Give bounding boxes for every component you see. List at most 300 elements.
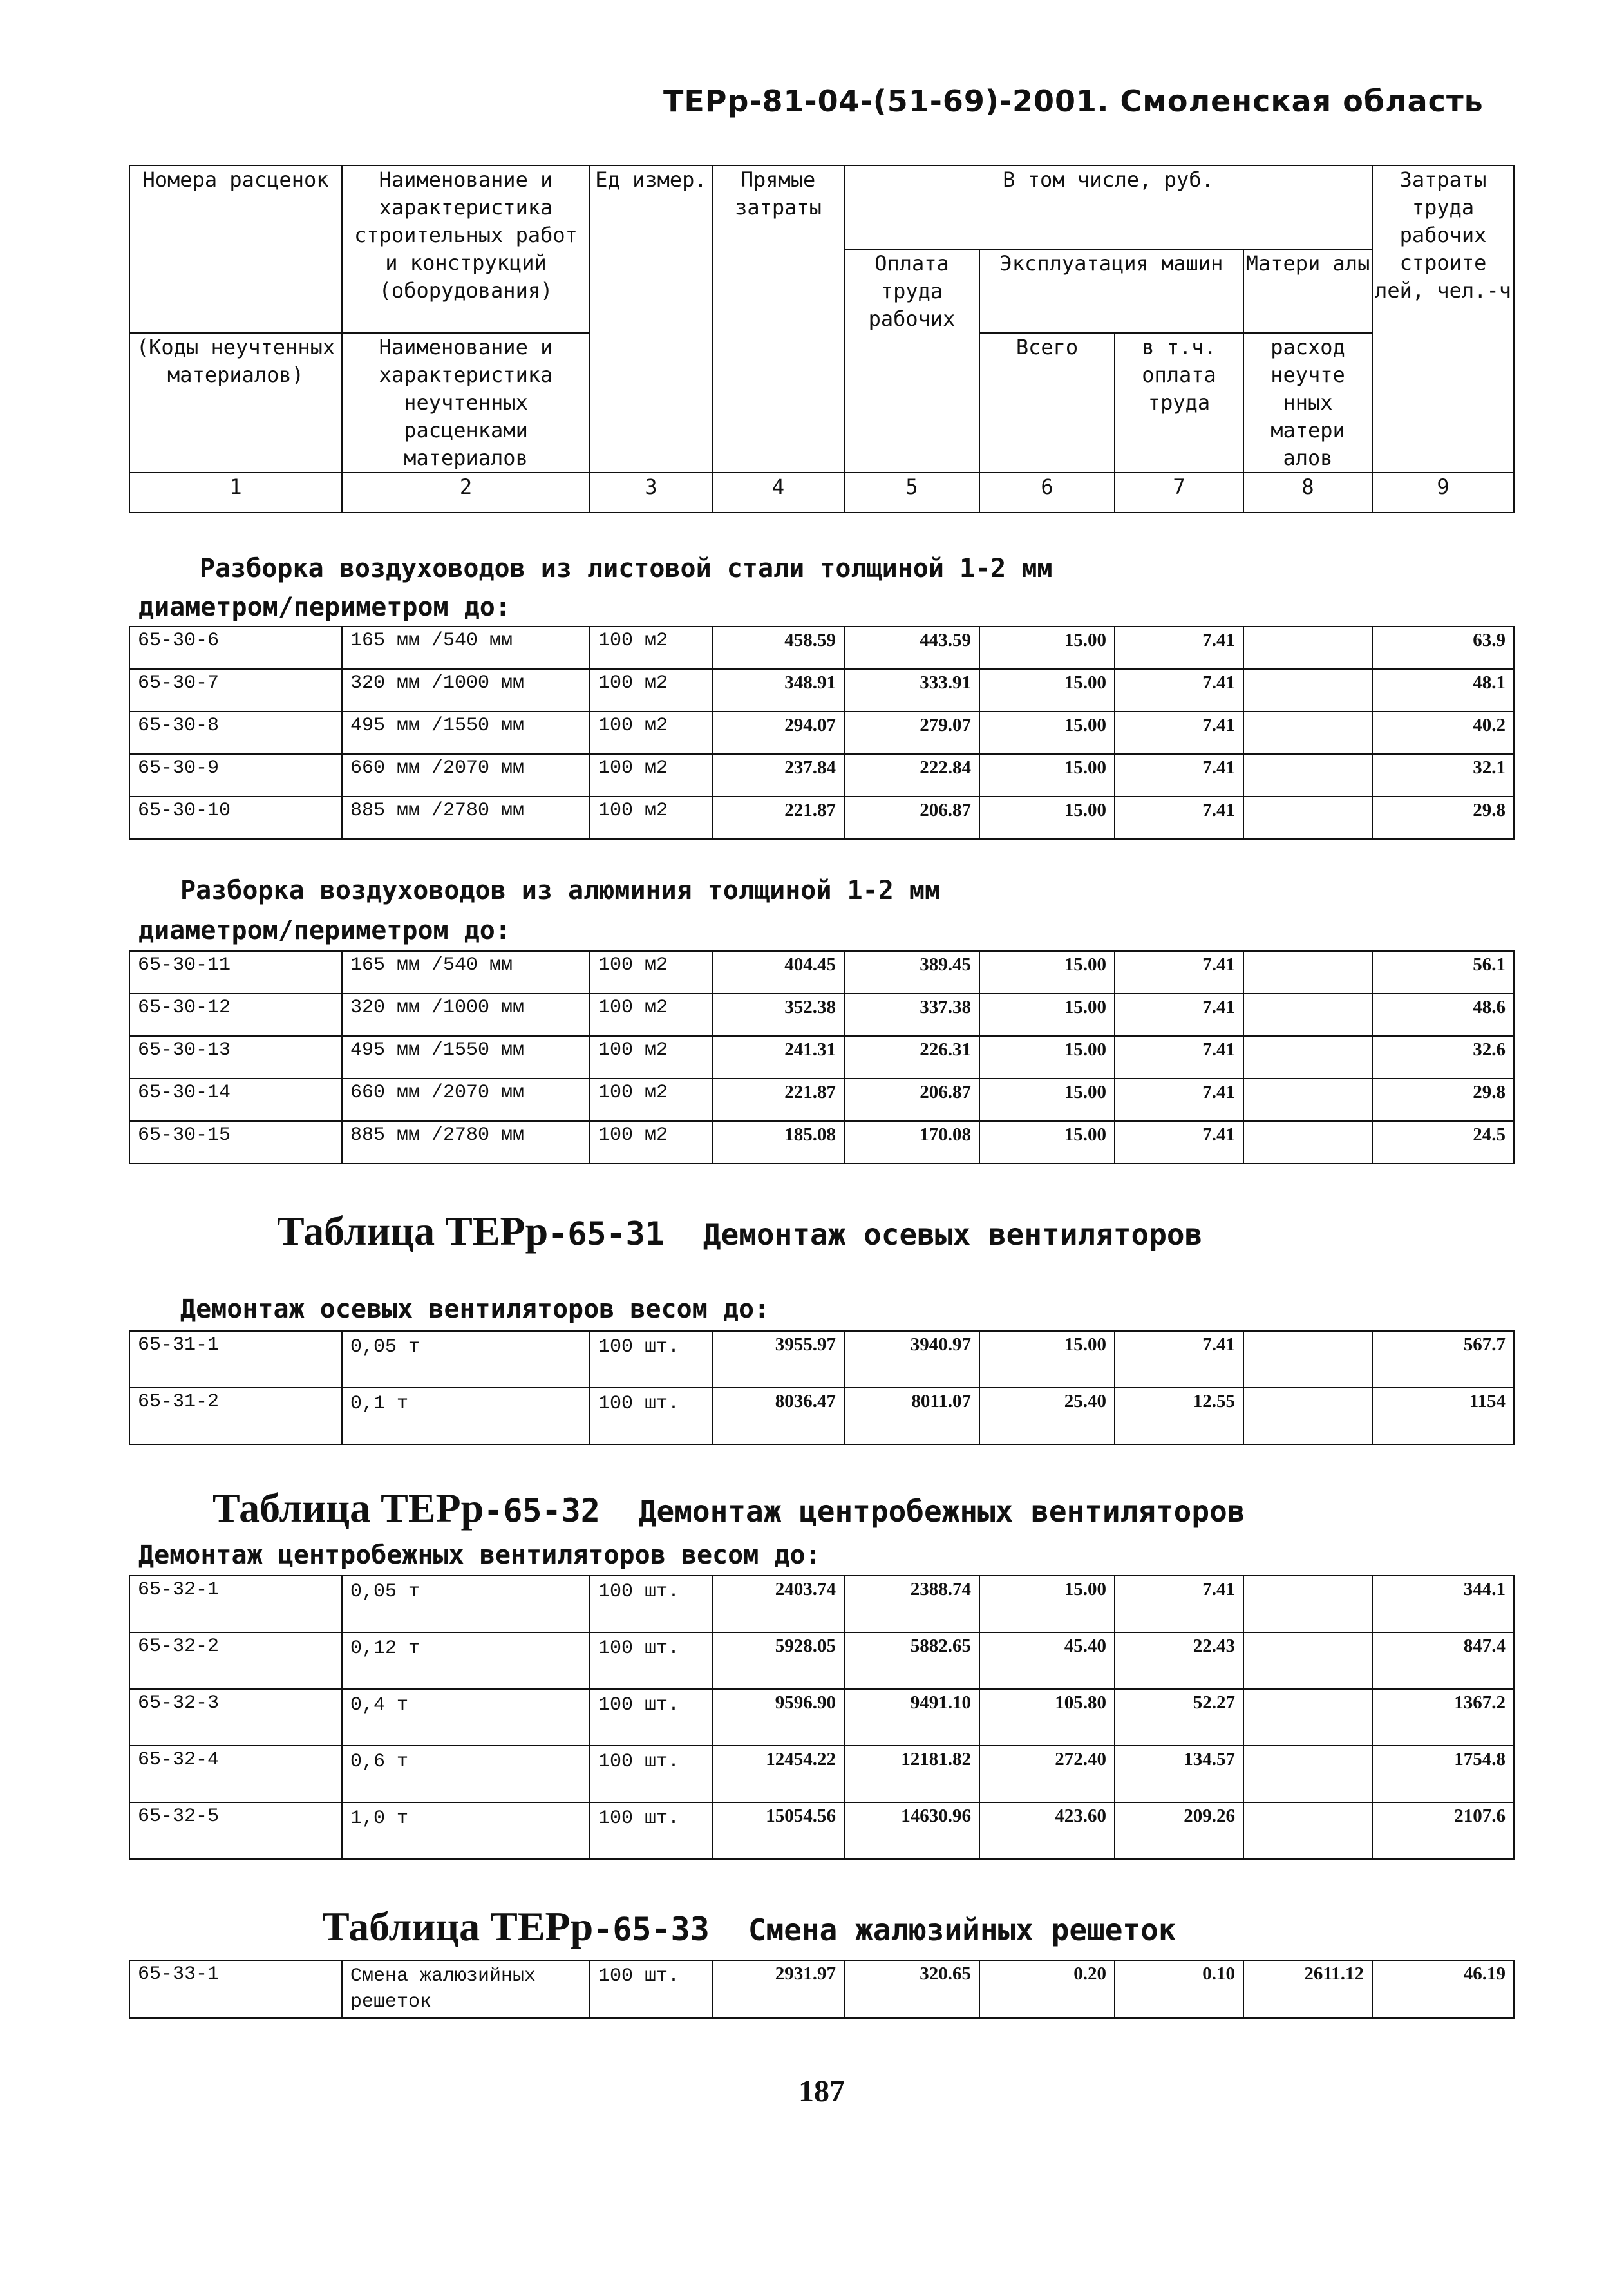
direct-costs-cell xyxy=(712,669,844,712)
rate-unit: 100 м2 xyxy=(598,800,668,822)
direct-costs-cell xyxy=(712,1079,844,1121)
wages-cell xyxy=(844,712,979,754)
rate-name-cell xyxy=(342,1746,590,1802)
wages: 2388.74 xyxy=(910,1579,971,1600)
column-number: 3 xyxy=(590,473,712,513)
rate-unit-cell xyxy=(590,951,712,994)
rate-unit: 100 м2 xyxy=(598,1124,668,1146)
materials xyxy=(1244,1388,1372,1394)
materials xyxy=(1244,1803,1372,1808)
table-row xyxy=(129,754,1514,797)
materials-cell xyxy=(1243,994,1372,1036)
rate-code-cell xyxy=(129,1036,342,1079)
rate-unit: 100 м2 xyxy=(598,757,668,779)
rate-unit-cell xyxy=(590,754,712,797)
machines-wages-cell xyxy=(1115,1960,1243,2018)
labor-costs-cell xyxy=(1372,1121,1514,1164)
rate-unit: 100 шт. xyxy=(598,1965,680,1987)
direct-costs-cell xyxy=(712,1746,844,1802)
rate-unit-cell xyxy=(590,1802,712,1859)
rate-unit: 100 м2 xyxy=(598,1039,668,1061)
direct-costs: 348.91 xyxy=(784,672,836,693)
machines-total: 15.00 xyxy=(1064,672,1106,693)
rates-table-aluminium-ducts xyxy=(129,950,1515,1164)
rate-code: 65-30-11 xyxy=(138,954,231,976)
direct-costs-cell xyxy=(712,1576,844,1632)
rates-table-centrifugal-fans xyxy=(129,1575,1515,1860)
materials xyxy=(1244,797,1372,802)
materials xyxy=(1244,1037,1372,1042)
machines-total-cell xyxy=(979,1960,1115,2018)
rate-name: 0,12 т xyxy=(350,1638,420,1659)
direct-costs-cell xyxy=(712,1689,844,1746)
rates-table-steel-ducts xyxy=(129,626,1515,840)
direct-costs: 221.87 xyxy=(784,800,836,820)
direct-costs: 294.07 xyxy=(784,715,836,735)
header-unaccounted-codes: (Коды неучтенных материалов) xyxy=(129,333,342,473)
labor-costs: 24.5 xyxy=(1473,1124,1506,1145)
table-row xyxy=(129,951,1514,994)
labor-costs: 32.1 xyxy=(1473,757,1506,778)
machines-wages: 7.41 xyxy=(1202,757,1235,778)
machines-wages: 7.41 xyxy=(1202,1039,1235,1060)
table-title-main: Таблица ТЕРр xyxy=(212,1485,484,1531)
rate-code: 65-30-13 xyxy=(138,1039,231,1061)
column-header-table xyxy=(129,165,1515,513)
column-number: 6 xyxy=(979,473,1115,513)
labor-costs: 32.6 xyxy=(1473,1039,1506,1060)
machines-total: 423.60 xyxy=(1055,1806,1106,1826)
machines-wages-cell xyxy=(1115,1036,1243,1079)
direct-costs: 8036.47 xyxy=(775,1391,836,1412)
direct-costs: 15054.56 xyxy=(766,1806,836,1826)
table-row xyxy=(129,1036,1514,1079)
rate-unit-cell xyxy=(590,797,712,839)
machines-total-cell xyxy=(979,1746,1115,1802)
labor-costs-cell xyxy=(1372,754,1514,797)
table-title-code: -65-31 xyxy=(548,1215,665,1252)
rate-unit: 100 м2 xyxy=(598,672,668,694)
direct-costs: 237.84 xyxy=(784,757,836,778)
direct-costs-cell xyxy=(712,1632,844,1689)
rate-code: 65-32-3 xyxy=(138,1692,220,1714)
rate-name: 0,05 т xyxy=(350,1336,420,1358)
section-caption: диаметром/периметром до: xyxy=(138,916,511,945)
rate-code-cell xyxy=(129,754,342,797)
labor-costs: 48.6 xyxy=(1473,997,1506,1017)
rate-name-cell xyxy=(342,1079,590,1121)
table-row xyxy=(129,1121,1514,1164)
machines-total-cell xyxy=(979,994,1115,1036)
machines-total: 45.40 xyxy=(1064,1636,1106,1656)
table-title-name: Смена жалюзийных решеток xyxy=(748,1913,1176,1947)
machines-wages-cell xyxy=(1115,1388,1243,1444)
rate-unit: 100 м2 xyxy=(598,997,668,1019)
table-row xyxy=(129,994,1514,1036)
materials xyxy=(1244,1633,1372,1638)
machines-total-cell xyxy=(979,797,1115,839)
machines-wages: 209.26 xyxy=(1184,1806,1235,1826)
direct-costs: 404.45 xyxy=(784,954,836,975)
materials-cell xyxy=(1243,1036,1372,1079)
labor-costs: 46.19 xyxy=(1463,1963,1506,1984)
rate-unit-cell xyxy=(590,627,712,669)
materials xyxy=(1244,670,1372,675)
rate-code-cell xyxy=(129,1576,342,1632)
machines-total: 15.00 xyxy=(1064,800,1106,820)
rate-name-cell xyxy=(342,951,590,994)
labor-costs: 48.1 xyxy=(1473,672,1506,693)
materials xyxy=(1244,1690,1372,1695)
direct-costs-cell xyxy=(712,754,844,797)
table-title-main: Таблица ТЕРр xyxy=(277,1208,549,1254)
labor-costs-cell xyxy=(1372,994,1514,1036)
materials xyxy=(1244,712,1372,717)
header-machines-total: Всего xyxy=(979,333,1115,473)
rate-unit-cell xyxy=(590,1331,712,1388)
machines-wages: 7.41 xyxy=(1202,672,1235,693)
labor-costs-cell xyxy=(1372,1689,1514,1746)
rate-name: 0,4 т xyxy=(350,1694,409,1716)
rate-name: 165 мм /540 мм xyxy=(350,954,513,976)
machines-total: 15.00 xyxy=(1064,997,1106,1017)
materials xyxy=(1244,1079,1372,1084)
wages: 12181.82 xyxy=(901,1749,971,1770)
machines-total: 15.00 xyxy=(1064,1579,1106,1600)
direct-costs-cell xyxy=(712,1960,844,2018)
machines-total: 15.00 xyxy=(1064,757,1106,778)
rate-code: 65-30-10 xyxy=(138,800,231,822)
direct-costs-cell xyxy=(712,627,844,669)
rate-unit-cell xyxy=(590,1121,712,1164)
rate-code-cell xyxy=(129,669,342,712)
machines-wages-cell xyxy=(1115,1121,1243,1164)
direct-costs-cell xyxy=(712,994,844,1036)
rate-code-cell xyxy=(129,1331,342,1388)
rate-name-cell xyxy=(342,797,590,839)
page-number: 187 xyxy=(798,2074,845,2108)
machines-total-cell xyxy=(979,951,1115,994)
materials-cell xyxy=(1243,1331,1372,1388)
labor-costs: 29.8 xyxy=(1473,800,1506,820)
machines-wages-cell xyxy=(1115,797,1243,839)
wages: 5882.65 xyxy=(910,1636,971,1656)
section-caption: Разборка воздуховодов из алюминия толщиной 1-2 мм xyxy=(180,876,941,905)
rate-code-cell xyxy=(129,1388,342,1444)
labor-costs-cell xyxy=(1372,951,1514,994)
direct-costs-cell xyxy=(712,712,844,754)
rate-code: 65-30-7 xyxy=(138,672,220,694)
labor-costs: 29.8 xyxy=(1473,1082,1506,1102)
column-number: 8 xyxy=(1243,473,1372,513)
wages: 226.31 xyxy=(920,1039,971,1060)
rate-unit: 100 м2 xyxy=(598,954,668,976)
machines-wages: 7.41 xyxy=(1202,800,1235,820)
header-labor-costs: Затраты труда рабочих строите лей, чел.-ч xyxy=(1372,165,1514,473)
labor-costs: 344.1 xyxy=(1463,1579,1506,1600)
rate-code: 65-31-1 xyxy=(138,1334,220,1356)
machines-wages-cell xyxy=(1115,669,1243,712)
table-row xyxy=(129,1079,1514,1121)
header-materials: Матери алы xyxy=(1243,249,1372,333)
labor-costs-cell xyxy=(1372,1331,1514,1388)
section-caption: Демонтаж центробежных вентиляторов весом до: xyxy=(138,1540,821,1570)
labor-costs-cell xyxy=(1372,1802,1514,1859)
labor-costs-cell xyxy=(1372,1036,1514,1079)
materials-cell xyxy=(1243,1960,1372,2018)
machines-wages: 134.57 xyxy=(1184,1749,1235,1770)
machines-total-cell xyxy=(979,1689,1115,1746)
materials-cell xyxy=(1243,754,1372,797)
wages-cell xyxy=(844,1121,979,1164)
machines-total: 272.40 xyxy=(1055,1749,1106,1770)
rate-unit-cell xyxy=(590,712,712,754)
rate-name: 0,6 т xyxy=(350,1751,409,1773)
machines-total-cell xyxy=(979,712,1115,754)
materials-cell xyxy=(1243,669,1372,712)
materials-cell xyxy=(1243,1576,1372,1632)
machines-total-cell xyxy=(979,669,1115,712)
labor-costs: 1154 xyxy=(1469,1391,1506,1412)
rate-name: Смена жалюзийных решеток xyxy=(350,1965,536,2013)
machines-wages-cell xyxy=(1115,1632,1243,1689)
direct-costs: 9596.90 xyxy=(775,1692,836,1713)
materials-cell xyxy=(1243,797,1372,839)
rate-name: 885 мм /2780 мм xyxy=(350,1124,525,1146)
machines-wages-cell xyxy=(1115,1576,1243,1632)
rate-unit-cell xyxy=(590,1576,712,1632)
wages-cell xyxy=(844,754,979,797)
table-row xyxy=(129,1746,1514,1802)
rate-unit-cell xyxy=(590,1036,712,1079)
materials-cell xyxy=(1243,1632,1372,1689)
rate-name-cell xyxy=(342,994,590,1036)
wages-cell xyxy=(844,1576,979,1632)
direct-costs: 458.59 xyxy=(784,630,836,650)
labor-costs-cell xyxy=(1372,1388,1514,1444)
wages: 443.59 xyxy=(920,630,971,650)
labor-costs-cell xyxy=(1372,1079,1514,1121)
rate-code-cell xyxy=(129,712,342,754)
machines-total-cell xyxy=(979,1388,1115,1444)
rate-name-cell xyxy=(342,712,590,754)
materials-cell xyxy=(1243,627,1372,669)
machines-wages-cell xyxy=(1115,951,1243,994)
column-number: 1 xyxy=(129,473,342,513)
materials-cell xyxy=(1243,1121,1372,1164)
header-machines: Эксплуатация машин xyxy=(979,249,1243,333)
direct-costs: 3955.97 xyxy=(775,1334,836,1355)
machines-wages: 22.43 xyxy=(1193,1636,1235,1656)
rate-name-cell xyxy=(342,1576,590,1632)
wages-cell xyxy=(844,627,979,669)
rate-name-cell xyxy=(342,1036,590,1079)
rate-name: 495 мм /1550 мм xyxy=(350,1039,525,1061)
table-title-name: Демонтаж центробежных вентиляторов xyxy=(638,1494,1245,1529)
table-row xyxy=(129,797,1514,839)
direct-costs: 352.38 xyxy=(784,997,836,1017)
labor-costs-cell xyxy=(1372,669,1514,712)
wages-cell xyxy=(844,1388,979,1444)
rate-name: 165 мм /540 мм xyxy=(350,630,513,652)
direct-costs-cell xyxy=(712,1036,844,1079)
rate-code-cell xyxy=(129,951,342,994)
table-row xyxy=(129,1960,1514,2018)
wages-cell xyxy=(844,1079,979,1121)
direct-costs-cell xyxy=(712,951,844,994)
table-title-code: -65-33 xyxy=(593,1911,710,1948)
direct-costs: 12454.22 xyxy=(766,1749,836,1770)
wages: 333.91 xyxy=(920,672,971,693)
rate-code: 65-32-4 xyxy=(138,1749,220,1771)
rate-name-cell xyxy=(342,669,590,712)
table-title-65-32 xyxy=(212,1484,1245,1532)
machines-wages: 12.55 xyxy=(1193,1391,1235,1412)
labor-costs: 847.4 xyxy=(1463,1636,1506,1656)
wages-cell xyxy=(844,951,979,994)
machines-total: 15.00 xyxy=(1064,715,1106,735)
machines-wages-cell xyxy=(1115,994,1243,1036)
labor-costs-cell xyxy=(1372,1576,1514,1632)
rate-code-cell xyxy=(129,1079,342,1121)
wages: 222.84 xyxy=(920,757,971,778)
wages-cell xyxy=(844,797,979,839)
header-unit: Ед измер. xyxy=(590,165,712,473)
column-number: 4 xyxy=(712,473,844,513)
rate-code: 65-30-12 xyxy=(138,997,231,1019)
wages: 206.87 xyxy=(920,1082,971,1102)
labor-costs: 63.9 xyxy=(1473,630,1506,650)
labor-costs: 567.7 xyxy=(1463,1334,1506,1355)
rate-name-cell xyxy=(342,627,590,669)
rate-unit: 100 шт. xyxy=(598,1336,680,1358)
materials-cell xyxy=(1243,1802,1372,1859)
wages-cell xyxy=(844,1746,979,1802)
wages: 337.38 xyxy=(920,997,971,1017)
machines-total: 25.40 xyxy=(1064,1391,1106,1412)
machines-total: 105.80 xyxy=(1055,1692,1106,1713)
rate-unit-cell xyxy=(590,1689,712,1746)
machines-wages-cell xyxy=(1115,1689,1243,1746)
rate-name: 0,05 т xyxy=(350,1581,420,1603)
machines-total-cell xyxy=(979,1802,1115,1859)
rate-name: 660 мм /2070 мм xyxy=(350,1082,525,1104)
machines-wages-cell xyxy=(1115,1331,1243,1388)
wages: 14630.96 xyxy=(901,1806,971,1826)
machines-wages-cell xyxy=(1115,754,1243,797)
rate-code-cell xyxy=(129,1121,342,1164)
header-including: В том числе, руб. xyxy=(844,165,1372,249)
table-title-65-31 xyxy=(277,1207,1202,1255)
machines-total-cell xyxy=(979,1036,1115,1079)
wages-cell xyxy=(844,1960,979,2018)
machines-total-cell xyxy=(979,1121,1115,1164)
rate-code-cell xyxy=(129,994,342,1036)
machines-wages: 7.41 xyxy=(1202,1334,1235,1355)
rate-unit-cell xyxy=(590,994,712,1036)
rate-name: 320 мм /1000 мм xyxy=(350,997,525,1019)
labor-costs: 56.1 xyxy=(1473,954,1506,975)
machines-total: 0.20 xyxy=(1073,1963,1106,1984)
rate-name-cell xyxy=(342,754,590,797)
section-caption: диаметром/периметром до: xyxy=(138,592,511,622)
column-number: 2 xyxy=(342,473,590,513)
rate-unit: 100 шт. xyxy=(598,1393,680,1415)
labor-costs-cell xyxy=(1372,797,1514,839)
wages: 9491.10 xyxy=(910,1692,971,1713)
header-machines-wages: в т.ч. оплата труда xyxy=(1115,333,1243,473)
materials xyxy=(1244,755,1372,760)
materials xyxy=(1244,1576,1372,1582)
machines-total: 15.00 xyxy=(1064,630,1106,650)
machines-total-cell xyxy=(979,1632,1115,1689)
rate-unit-cell xyxy=(590,1632,712,1689)
materials xyxy=(1244,1746,1372,1752)
wages-cell xyxy=(844,1689,979,1746)
rate-name: 885 мм /2780 мм xyxy=(350,800,525,822)
rate-unit: 100 м2 xyxy=(598,1082,668,1104)
rate-unit: 100 м2 xyxy=(598,630,668,652)
machines-wages: 7.41 xyxy=(1202,1124,1235,1145)
rate-name-cell xyxy=(342,1331,590,1388)
materials-cell xyxy=(1243,1079,1372,1121)
header-direct-costs: Прямые затраты xyxy=(712,165,844,473)
rate-unit-cell xyxy=(590,1746,712,1802)
rate-name: 320 мм /1000 мм xyxy=(350,672,525,694)
header-unaccounted-name: Наименование и характеристика неучтенных расценками материалов xyxy=(342,333,590,473)
machines-total: 15.00 xyxy=(1064,1082,1106,1102)
labor-costs: 2107.6 xyxy=(1454,1806,1506,1826)
materials-cell xyxy=(1243,951,1372,994)
table-row xyxy=(129,1331,1514,1388)
materials-cell xyxy=(1243,1689,1372,1746)
machines-wages: 7.41 xyxy=(1202,1579,1235,1600)
rate-code-cell xyxy=(129,1746,342,1802)
rate-code-cell xyxy=(129,1960,342,2018)
machines-wages: 7.41 xyxy=(1202,997,1235,1017)
table-row xyxy=(129,1632,1514,1689)
table-row xyxy=(129,1576,1514,1632)
rate-code-cell xyxy=(129,1689,342,1746)
table-row xyxy=(129,712,1514,754)
rate-unit: 100 шт. xyxy=(598,1581,680,1603)
table-row xyxy=(129,1689,1514,1746)
header-name: Наименование и характеристика строительных работ и конструкций (оборудования) xyxy=(342,165,590,333)
rate-name-cell xyxy=(342,1802,590,1859)
wages: 8011.07 xyxy=(911,1391,971,1412)
header-codes: Номера расценок xyxy=(129,165,342,333)
machines-wages-cell xyxy=(1115,712,1243,754)
rate-code: 65-30-9 xyxy=(138,757,220,779)
wages: 279.07 xyxy=(920,715,971,735)
table-title-name: Демонтаж осевых вентиляторов xyxy=(703,1217,1203,1252)
machines-wages: 52.27 xyxy=(1193,1692,1235,1713)
rate-unit: 100 м2 xyxy=(598,715,668,737)
rates-table-axial-fans xyxy=(129,1330,1515,1445)
table-title-code: -65-32 xyxy=(484,1492,600,1529)
machines-total: 15.00 xyxy=(1064,1124,1106,1145)
machines-wages-cell xyxy=(1115,1802,1243,1859)
rate-unit-cell xyxy=(590,1388,712,1444)
rate-code: 65-30-6 xyxy=(138,630,220,652)
rate-name-cell xyxy=(342,1388,590,1444)
rate-unit: 100 шт. xyxy=(598,1638,680,1659)
rate-code: 65-31-2 xyxy=(138,1391,220,1413)
wages-cell xyxy=(844,669,979,712)
rate-unit-cell xyxy=(590,669,712,712)
machines-wages-cell xyxy=(1115,1079,1243,1121)
direct-costs-cell xyxy=(712,797,844,839)
